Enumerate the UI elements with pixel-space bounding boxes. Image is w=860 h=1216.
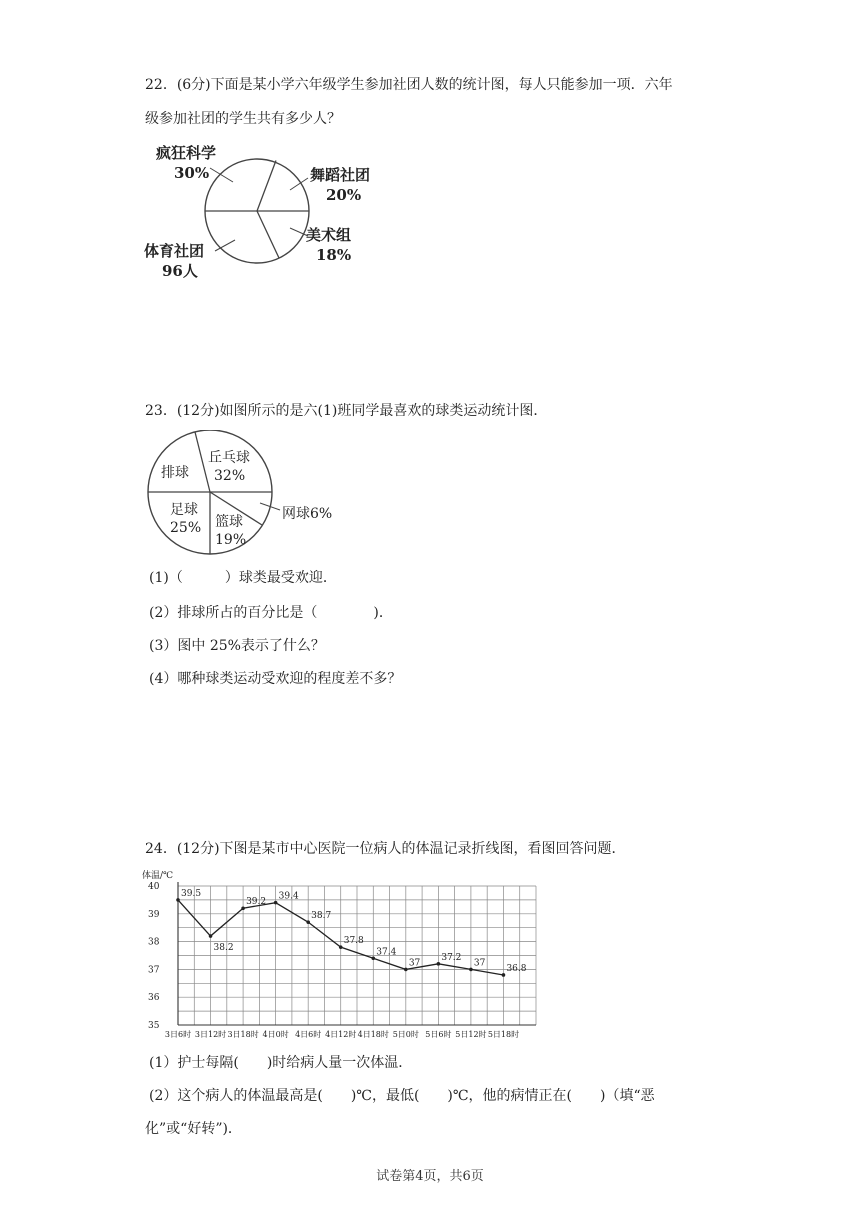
q23-stem: 23．(12分)如图所示的是六(1)班同学最喜欢的球类运动统计图． — [145, 403, 548, 419]
y-tick-label: 38 — [148, 937, 160, 948]
q24-question-1: (1）护士每隔( )时给病人量一次体温． — [149, 1055, 413, 1071]
data-label: 39.2 — [246, 897, 267, 908]
data-point — [437, 962, 441, 966]
q22-value-art: 18% — [316, 246, 352, 264]
y-tick-label: 39 — [148, 909, 160, 920]
q22-value-sports: 96人 — [162, 262, 198, 280]
y-axis-label: 体温/℃ — [142, 871, 174, 881]
q23-label-tennis: 网球6% — [282, 506, 333, 522]
q23-value-basketball: 19% — [215, 532, 247, 548]
x-tick-label: 4日0时 — [262, 1030, 289, 1039]
data-point — [274, 901, 278, 905]
x-tick-label: 4日12时 — [325, 1030, 357, 1039]
q23-question-2: (2）排球所占的百分比是（ )． — [149, 605, 393, 621]
data-label: 37.4 — [376, 947, 397, 958]
q23-question-1: (1)（ ）球类最受欢迎． — [149, 570, 337, 586]
data-point — [371, 956, 375, 960]
x-tick-label: 5日18时 — [487, 1030, 520, 1039]
y-tick-label: 35 — [148, 1021, 160, 1031]
q24-question-2: (2）这个病人的体温最高是( )℃，最低( )℃，他的病情正在( )（填“恶 — [149, 1088, 655, 1104]
data-point — [209, 934, 213, 938]
data-label: 38.7 — [311, 911, 332, 922]
data-label: 37 — [408, 958, 421, 969]
q22-label-dance: 舞蹈社团 — [310, 166, 370, 184]
data-label: 36.8 — [506, 963, 527, 974]
data-point — [502, 973, 506, 977]
x-tick-label: 3日12时 — [194, 1030, 227, 1039]
data-point — [306, 920, 310, 924]
y-tick-label: 37 — [148, 965, 160, 976]
q22-value-science: 30% — [174, 164, 210, 182]
x-tick-label: 3日18时 — [227, 1030, 259, 1039]
page-footer: 试卷第4页，共6页 — [376, 1169, 484, 1184]
data-point — [241, 906, 245, 910]
q23-pie-chart — [140, 430, 350, 560]
q22-pie-chart — [140, 140, 370, 290]
data-point — [469, 968, 473, 972]
q24-stem: 24．(12分)下图是某市中心医院一位病人的体温记录折线图，看图回答问题． — [145, 841, 626, 857]
x-tick-label: 5日12时 — [455, 1030, 487, 1039]
q24-question-2-cont: 化”或“好转”)． — [145, 1121, 242, 1137]
data-point — [339, 945, 343, 949]
q23-question-4: (4）哪种球类运动受欢迎的程度差不多？ — [149, 671, 402, 687]
q22-stem-line1: 22．(6分)下面是某小学六年级学生参加社团人数的统计图，每人只能参加一项．六年 — [145, 77, 673, 93]
q22-stem-line2: 级参加社团的学生共有多少人？ — [145, 111, 341, 127]
q22-label-science: 疯狂科学 — [156, 144, 217, 162]
data-label: 37.2 — [441, 952, 462, 963]
data-point — [176, 898, 180, 902]
x-tick-label: 3日6时 — [164, 1030, 192, 1039]
q23-label-basketball: 篮球 — [215, 514, 243, 530]
data-label: 37 — [473, 958, 486, 969]
q24-line-chart — [140, 866, 550, 1046]
q22-label-art: 美术组 — [306, 226, 352, 244]
q22-label-sports: 体育社团 — [144, 242, 205, 260]
x-tick-label: 4日18时 — [357, 1030, 389, 1039]
data-label: 37.8 — [343, 936, 364, 947]
data-label: 39.5 — [181, 888, 202, 899]
y-tick-label: 40 — [148, 882, 160, 892]
q23-value-football: 25% — [170, 520, 202, 536]
q22-value-dance: 20% — [326, 186, 362, 204]
x-tick-label: 4日6时 — [295, 1030, 322, 1039]
data-label: 38.2 — [213, 943, 234, 954]
q23-label-pingpong: 丘乓球 — [208, 450, 250, 466]
q23-label-volleyball: 排球 — [161, 465, 189, 481]
y-tick-label: 36 — [148, 993, 160, 1004]
q23-value-pingpong: 32% — [214, 468, 246, 484]
x-tick-label: 5日6时 — [425, 1030, 452, 1039]
q23-label-football: 足球 — [170, 502, 198, 518]
x-tick-label: 5日0时 — [392, 1030, 419, 1039]
data-label: 39.4 — [278, 891, 299, 902]
data-point — [404, 968, 408, 972]
q23-question-3: (3）图中 25%表示了什么？ — [149, 638, 325, 654]
